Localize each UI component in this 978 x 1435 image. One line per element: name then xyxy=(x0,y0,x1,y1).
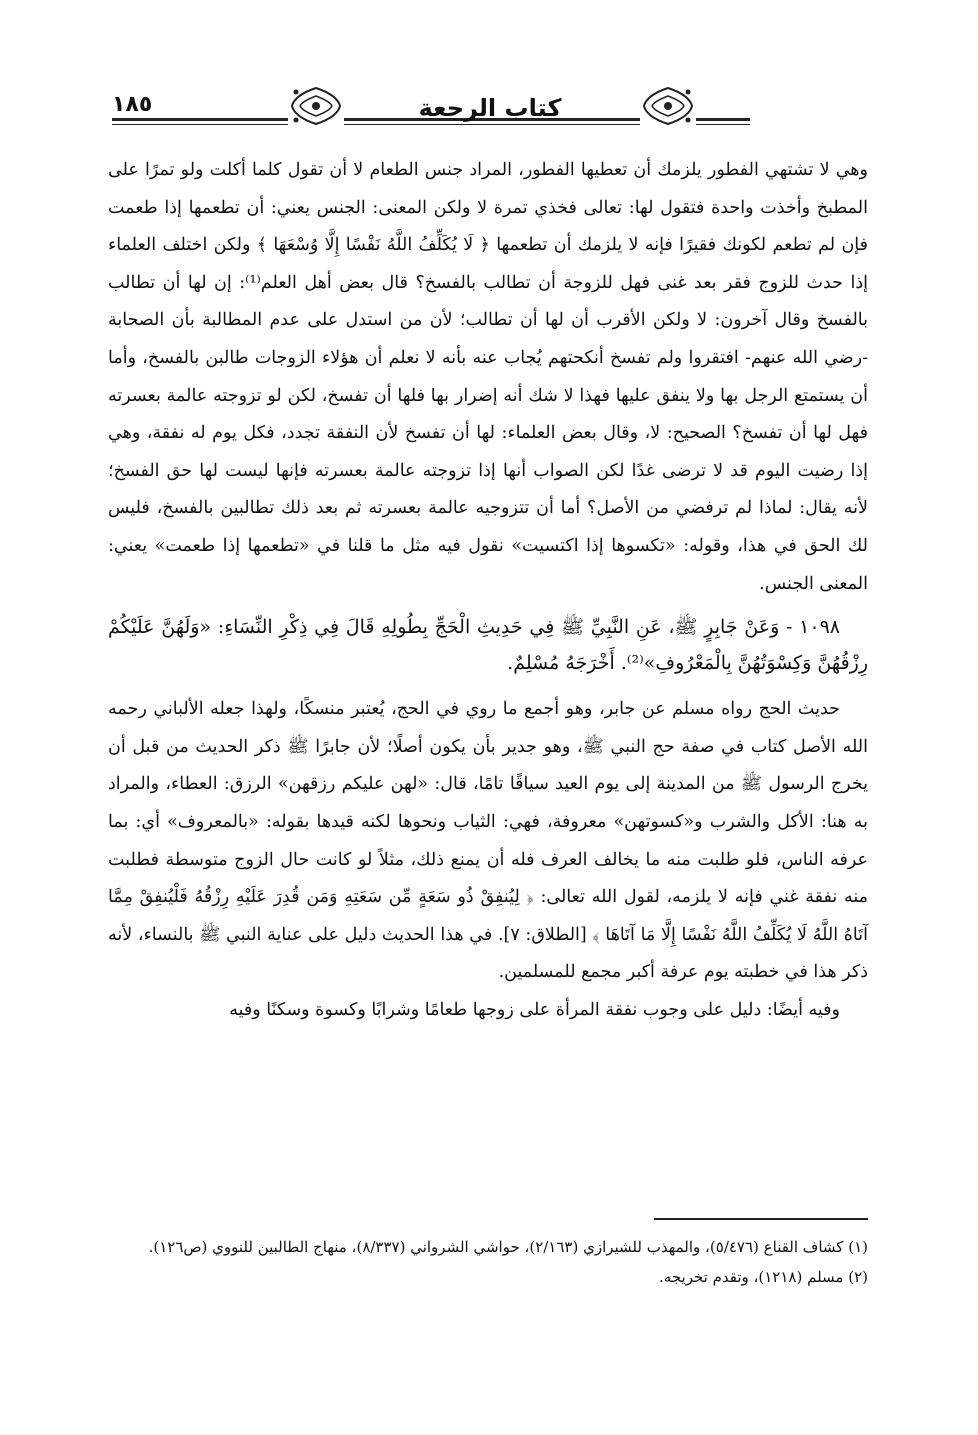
footnote-divider xyxy=(654,1218,868,1220)
ornament-left-icon xyxy=(288,84,344,128)
page-number: ١٨٥ xyxy=(112,92,153,117)
footnote-1: (١) كشاف القناع (٥/٤٧٦)، والمهذب للشيرازي (٢/١٦٣)، حواشي الشرواني (٨/٣٣٧)، منهاج الطالبين للنووي (ص١٢٦). xyxy=(148,1238,868,1256)
main-text xyxy=(108,152,868,1029)
paragraph-nafaqa: وهي لا تشتهي الفطور يلزمك أن تعطيها الفطور، المراد جنس الطعام لا أن تقول كلما أكلت ولو تمرًا على المطبخ وأخذت واحدة فتقول لها: تعالى فخذي تمرة لا ولكن المعنى: الجنس يعني: أن تطعمها إذا طعمت فإن لم تطعم لكونك فقيرًا فإنه لا يلزمك أن تطعمها ﴿ لَا يُكَلِّفُ اللَّهُ نَفْسًا إِلَّا وُسْعَهَا ﴾ ولكن اختلف العلماء إذا حدث للزوج فقر بعد غنى فهل للزوجة أن تطالب بالفسخ؟ قال بعض أهل العلم⁽¹⁾: إن لها أن تطالب بالفسخ وقال آخرون: لا ولكن الأقرب أن لها أن تطالب؛ لأن من استدل على عدم المطالبة بأن الصحابة -رضي الله عنهم- افتقروا ولم تفسخ أنكحتهم يُجاب عنه بأنه لا نعلم أن هؤلاء الزوجات طالبن بالفسخ، وأما أن يستمتع الرجل بها ولا ينفق عليها فهذا لا شك أنه إضرار بها فلها أن تفسخ، لكن لو تزوجته عالمة بعسرته فهل لها أن تفسخ؟ الصحيح: لا، وقال بعض العلماء: لها أن تفسخ لأن النفقة تجدد، فكل يوم له نفقة، وهي إذا رضيت اليوم قد لا ترضى غدًا لكن الصواب أنها إذا تزوجته عالمة بعسرته فإنها ليست لها حق الفسخ؛ لأنه يقال: لماذا لم ترفضي من الأصل؟ أما أن تتزوجيه عالمة بعسرته ثم بعد ذلك تطالبين بالفسخ، فليس لك الحق في هذا، وقوله: «تكسوها إذا اكتسيت» نقول فيه مثل ما قلنا في «تطعمها إذا طعمت» يعني: المعنى الجنس. xyxy=(108,160,868,594)
footnote-2: (٢) مسلم (١٢١٨)، وتقدم تخريجه. xyxy=(659,1268,868,1286)
paragraph-continued: وفيه أيضًا: دليل على وجوب نفقة المرأة على زوجها طعامًا وشرابًا وكسوة وسكنًا وفيه xyxy=(229,999,840,1020)
hadith-1098: ١٠٩٨ - وَعَنْ جَابِرٍ ﷺ، عَنِ النَّبِيِّ ﷺ فِي حَدِيثِ الْحَجِّ بِطُولِهِ قَالَ فِي ذِكْرِ النِّسَاءِ: «وَلَهُنَّ عَلَيْكُمْ رِزْقُهُنَّ وَكِسْوَتُهُنَّ بِالْمَعْرُوفِ»⁽²⁾. أَخْرَجَهُ مُسْلِمٌ. xyxy=(108,616,868,675)
chapter-title: كتاب الرجعة xyxy=(418,94,562,122)
ornament-right-icon xyxy=(640,84,696,128)
footnotes xyxy=(108,1232,868,1292)
page-header xyxy=(100,78,900,148)
paragraph-hadith-commentary: حديث الحج رواه مسلم عن جابر، وهو أجمع ما روي في الحج، يُعتبر منسكًا، ولهذا جعله الألباني رحمه الله الأصل كتاب في صفة حج النبي ﷺ، وهو جدير بأن يكون أصلًا؛ لأن جابرًا ﷺ ذكر الحديث من قبل أن يخرج الرسول ﷺ من المدينة إلى يوم العيد سياقًا تامًا، قال: «لهن عليكم رزقهن» الرزق: العطاء، والمراد به هنا: الأكل والشرب و«كسوتهن» معروفة، فهي: الثياب ونحوها لكنه قيدها بقوله: «بالمعروف» أي: بما عرفه الناس، فلو طلبت منه ما يخالف العرف فله أن يمنع ذلك، مثلاً لو كانت حال الزوج متوسطة فطلبت منه نفقة غني فإنه لا يلزمه، لقول الله تعالى: ﴿ لِيُنفِقْ ذُو سَعَةٍ مِّن سَعَتِهِ وَمَن قُدِرَ عَلَيْهِ رِزْقُهُ فَلْيُنفِقْ مِمَّا آتَاهُ اللَّهُ لَا يُكَلِّفُ اللَّهُ نَفْسًا إِلَّا مَا آتَاهَا ﴾ [الطلاق: ٧]. في هذا الحديث دليل على عناية النبي ﷺ بالنساء، لأنه ذكر هذا في خطبته يوم عرفة أكبر مجمع للمسلمين. xyxy=(108,699,868,983)
